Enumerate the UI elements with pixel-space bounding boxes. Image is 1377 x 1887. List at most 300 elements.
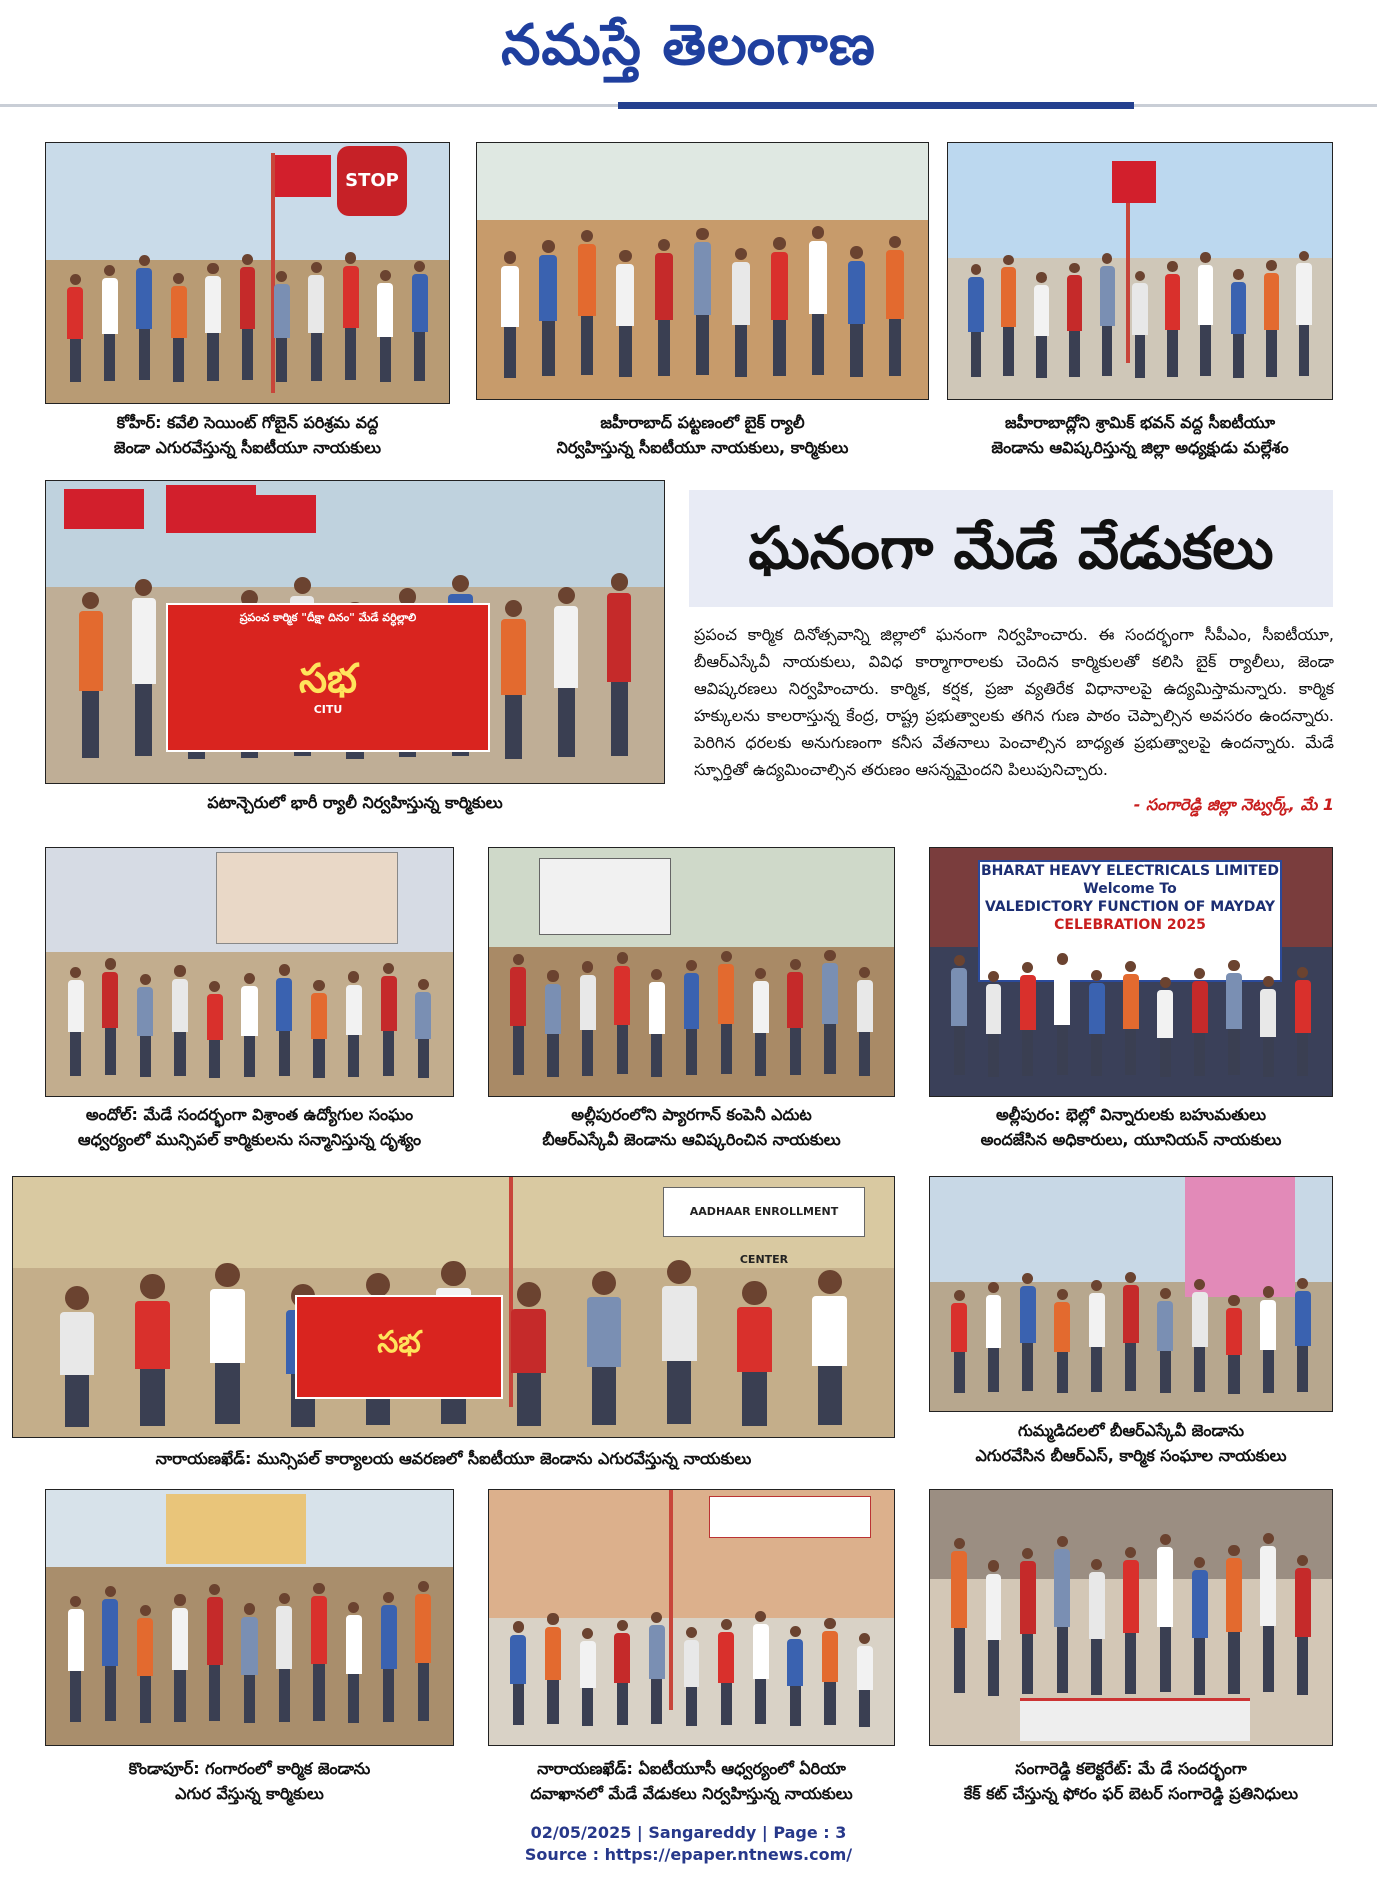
person-figure <box>1123 1272 1139 1392</box>
person-torso <box>539 255 557 321</box>
person-head <box>790 959 801 970</box>
person-torso <box>1295 980 1311 1032</box>
person-torso <box>240 267 256 329</box>
citu-banner <box>295 1295 503 1399</box>
person-legs <box>988 1640 999 1695</box>
person-head <box>1102 253 1113 264</box>
person-torso <box>241 986 257 1036</box>
person-legs <box>742 1372 766 1426</box>
person-torso <box>346 985 362 1035</box>
person-legs <box>1091 1347 1102 1392</box>
person-torso <box>1157 1547 1173 1626</box>
person-figure <box>1020 962 1036 1076</box>
caption-line: గుమ్మడిదలలో బీఆర్ఎస్కేవీ జెండాను <box>1017 1421 1245 1440</box>
banner-text: ప్రపంచ కార్మిక "దీక్షా దినం" మేడే వర్ధిల్లాలి <box>239 611 417 624</box>
caption-line: జెండాను ఆవిష్కరిస్తున్న జిల్లా అధ్యక్షుడు మల్లేశం <box>991 438 1289 457</box>
person-head <box>1057 953 1068 964</box>
person-head <box>244 1603 255 1614</box>
person-figure <box>207 1584 223 1724</box>
person-torso <box>857 980 873 1033</box>
person-figure <box>812 1270 847 1417</box>
person-head <box>1022 1548 1033 1559</box>
person-legs <box>207 333 218 381</box>
person-legs <box>651 1034 662 1077</box>
person-legs <box>971 332 982 378</box>
person-figure <box>241 1603 257 1724</box>
person-torso <box>511 1309 546 1373</box>
person-head <box>1263 976 1274 987</box>
person-torso <box>1192 1570 1208 1638</box>
caption-kohir <box>45 410 450 460</box>
person-legs <box>824 1682 835 1725</box>
cake-table <box>1020 1698 1250 1741</box>
person-figure <box>718 951 734 1076</box>
person-torso <box>718 1632 734 1683</box>
person-figure <box>274 271 290 382</box>
person-figure <box>1054 953 1070 1076</box>
person-torso <box>732 262 750 325</box>
person-head <box>513 954 524 965</box>
person-head <box>1167 261 1178 272</box>
person-figure <box>207 981 223 1076</box>
person-legs <box>513 1684 524 1725</box>
person-legs <box>1200 325 1211 376</box>
person-torso <box>274 284 290 337</box>
person-legs <box>1125 1633 1136 1694</box>
person-legs <box>279 1669 290 1722</box>
person-torso <box>1157 990 1173 1038</box>
person-legs <box>209 1665 220 1721</box>
person-head <box>818 1270 842 1294</box>
photo-paragon-company <box>488 847 895 1097</box>
board-text: CELEBRATION 2025 <box>1054 917 1206 933</box>
person-torso <box>1157 1301 1173 1351</box>
person-figure <box>79 592 103 759</box>
person-head <box>380 270 391 281</box>
person-legs <box>558 688 575 757</box>
person-torso <box>501 619 525 695</box>
person-head <box>971 264 982 275</box>
person-head <box>1036 272 1047 283</box>
person-head <box>558 587 575 604</box>
person-head <box>1069 263 1080 274</box>
caption-line: నారాయణఖేడ్: ఏఐటీయూసీ ఆధ్వర్యంలో ఏరియా <box>537 1759 846 1778</box>
person-figure <box>1123 1547 1139 1700</box>
caption-sangareddy <box>929 1756 1333 1806</box>
person-head <box>242 254 253 265</box>
person-torso <box>1264 273 1279 330</box>
person-legs <box>140 1676 151 1724</box>
person-head <box>345 252 356 263</box>
person-torso <box>210 1289 245 1363</box>
person-legs <box>1102 326 1113 376</box>
person-legs <box>244 1036 255 1077</box>
red-flag <box>166 485 256 533</box>
person-torso <box>207 1597 223 1664</box>
person-legs <box>82 691 99 758</box>
caption-line: దవాఖానలో మేడే వేడుకలు నిర్వహిస్తున్న నాయకులు <box>530 1784 853 1803</box>
photo-narayankhed-hospital <box>488 1489 895 1746</box>
person-torso <box>102 278 118 334</box>
caption-line: ఎగుర వేస్తున్న కార్మికులు <box>175 1784 324 1803</box>
temple-building <box>166 1494 306 1564</box>
person-figure <box>1089 1559 1105 1699</box>
person-head <box>1022 962 1033 973</box>
banner-title: సభ <box>298 656 358 702</box>
person-legs <box>140 1369 164 1426</box>
person-torso <box>1192 981 1208 1033</box>
person-legs <box>139 329 150 380</box>
person-legs <box>513 1026 524 1075</box>
caption-patancheru <box>45 790 665 815</box>
person-torso <box>377 283 393 337</box>
person-legs <box>1036 336 1047 379</box>
person-torso <box>771 252 789 320</box>
person-head <box>658 239 670 251</box>
people-group <box>489 947 894 1076</box>
photo-kohir-flag-hoisting <box>45 142 450 404</box>
person-legs <box>209 1040 220 1078</box>
person-head <box>140 1605 151 1616</box>
person-torso <box>67 287 83 339</box>
caption-paragon <box>488 1102 895 1152</box>
person-torso <box>951 968 967 1026</box>
person-legs <box>1022 1030 1033 1076</box>
photo-shramik-bhavan <box>947 142 1333 400</box>
person-figure <box>1192 968 1208 1076</box>
photo-patancheru-rally <box>45 480 665 784</box>
person-legs <box>818 1366 842 1425</box>
person-legs <box>1069 331 1080 377</box>
person-figure <box>886 236 904 379</box>
person-legs <box>721 1024 732 1074</box>
person-legs <box>1228 1355 1239 1394</box>
person-figure <box>684 960 700 1076</box>
person-legs <box>686 1687 697 1726</box>
person-head <box>696 228 708 240</box>
person-torso <box>1132 283 1147 335</box>
red-flag <box>1112 161 1156 203</box>
person-head <box>651 1612 662 1623</box>
person-figure <box>822 1618 838 1725</box>
caption-narayankhed-hospital <box>488 1756 895 1806</box>
person-head <box>441 1261 465 1285</box>
person-figure <box>580 1628 596 1724</box>
person-legs <box>581 316 593 376</box>
person-figure <box>1067 263 1082 379</box>
person-legs <box>619 326 631 378</box>
person-torso <box>205 276 221 333</box>
person-head <box>581 230 593 242</box>
person-legs <box>1299 325 1310 376</box>
person-figure <box>377 270 393 382</box>
person-figure <box>1157 1288 1173 1393</box>
footer-source-link[interactable]: Source : https://epaper.ntnews.com/ <box>524 1845 853 1864</box>
person-figure <box>787 1626 803 1725</box>
banner-text: CITU <box>313 703 343 716</box>
person-legs <box>279 1031 290 1076</box>
person-torso <box>737 1307 772 1372</box>
caption-line: నారాయణఖేడ్: మున్సిపల్ కార్యాలయ ఆవరణలో సీఐటీయూ జెండాను ఎగురవేస్తున్న నాయకులు <box>155 1449 752 1468</box>
person-head <box>850 246 862 258</box>
person-figure <box>655 239 673 379</box>
person-legs <box>70 1671 81 1722</box>
person-torso <box>580 975 596 1030</box>
person-torso <box>1295 1568 1311 1637</box>
person-head <box>104 265 115 276</box>
person-legs <box>824 1024 835 1075</box>
person-torso <box>381 976 397 1030</box>
person-figure <box>1231 269 1246 378</box>
person-legs <box>65 1375 89 1427</box>
person-torso <box>857 1646 873 1690</box>
person-head <box>105 1586 116 1597</box>
person-figure <box>67 274 83 382</box>
person-torso <box>276 1606 292 1669</box>
person-figure <box>951 955 967 1077</box>
person-figure <box>771 237 789 378</box>
caption-line: నిర్వహిస్తున్న సీఐటీయూ నాయకులు, కార్మికులు <box>556 438 849 457</box>
person-figure <box>968 264 983 378</box>
person-torso <box>1123 974 1139 1029</box>
person-legs <box>311 333 322 381</box>
person-legs <box>174 1670 185 1722</box>
person-torso <box>241 1617 257 1675</box>
person-head <box>617 952 628 963</box>
person-head <box>279 964 290 975</box>
caption-shramik-bhavan <box>947 410 1333 460</box>
person-figure <box>1260 1286 1276 1392</box>
person-figure <box>737 1281 772 1416</box>
person-legs <box>1160 1627 1171 1693</box>
person-head <box>418 979 429 990</box>
person-torso <box>172 1608 188 1670</box>
photo-kondapur-gangaram <box>45 1489 454 1746</box>
person-head <box>1125 1547 1136 1558</box>
person-torso <box>207 994 223 1040</box>
person-figure <box>662 1260 697 1416</box>
person-legs <box>1057 1627 1068 1692</box>
person-torso <box>968 277 983 332</box>
person-figure <box>614 1620 630 1724</box>
person-figure <box>172 1594 188 1724</box>
person-legs <box>135 684 152 756</box>
person-figure <box>1226 1545 1242 1699</box>
person-head <box>1233 269 1244 280</box>
person-figure <box>1020 1273 1036 1392</box>
person-head <box>517 1282 541 1306</box>
person-figure <box>787 959 803 1076</box>
caption-line: అల్లీపురంలోని ప్యారగాన్ కంపెనీ ఎదుట <box>571 1105 812 1124</box>
board-text: BHARAT HEAVY ELECTRICALS LIMITED <box>980 863 1280 879</box>
person-legs <box>418 1663 429 1720</box>
person-head <box>215 1263 239 1287</box>
person-torso <box>1020 975 1036 1030</box>
person-legs <box>504 327 516 378</box>
person-torso <box>79 611 103 691</box>
photo-andole-municipal <box>45 847 454 1097</box>
photo-narayankhed-municipal <box>12 1176 895 1438</box>
person-head <box>1228 960 1239 971</box>
person-legs <box>651 1679 662 1724</box>
person-figure <box>554 587 578 759</box>
person-legs <box>173 338 184 382</box>
person-head <box>542 240 554 252</box>
person-head <box>65 1286 89 1310</box>
person-figure <box>578 230 596 379</box>
person-figure <box>614 952 630 1076</box>
caption-line: జహీరాబాద్ పట్టణంలో బైక్ ర్యాలీ <box>600 413 805 432</box>
person-torso <box>1226 973 1242 1029</box>
person-figure <box>857 967 873 1077</box>
person-figure <box>1226 960 1242 1077</box>
person-legs <box>380 337 391 382</box>
person-figure <box>1198 252 1213 378</box>
person-figure <box>684 1627 700 1725</box>
person-figure <box>1089 970 1105 1077</box>
person-head <box>582 1628 593 1639</box>
office-building <box>216 852 398 944</box>
person-figure <box>580 961 596 1076</box>
person-torso <box>1089 1293 1105 1347</box>
person-figure <box>857 1633 873 1725</box>
person-figure <box>587 1271 622 1416</box>
person-legs <box>721 1683 732 1725</box>
person-legs <box>1263 1037 1274 1077</box>
person-figure <box>616 250 634 379</box>
person-head <box>1057 1289 1068 1300</box>
caption-bhel <box>929 1102 1333 1152</box>
person-torso <box>381 1605 397 1669</box>
person-legs <box>735 325 747 377</box>
person-torso <box>684 1640 700 1687</box>
person-torso <box>1089 1572 1105 1639</box>
person-figure <box>137 974 153 1076</box>
person-figure <box>1157 977 1173 1076</box>
person-torso <box>694 242 712 314</box>
person-legs <box>244 1675 255 1724</box>
person-head <box>1263 1533 1274 1544</box>
person-torso <box>986 1574 1002 1641</box>
person-figure <box>171 273 187 383</box>
board-text: VALEDICTORY FUNCTION OF MAYDAY <box>984 899 1276 915</box>
person-torso <box>1100 266 1115 326</box>
person-figure <box>68 1596 84 1725</box>
person-head <box>773 237 785 249</box>
person-legs <box>140 1036 151 1077</box>
person-head <box>1125 961 1136 972</box>
person-torso <box>1165 274 1180 330</box>
caption-line: అందోల్: మేడే సందర్భంగా విశ్రాంత ఉద్యోగుల సంఘం <box>85 1105 414 1124</box>
person-legs <box>954 1026 965 1075</box>
person-head <box>209 1584 220 1595</box>
person-torso <box>787 972 803 1028</box>
person-head <box>1299 251 1310 262</box>
person-legs <box>105 1666 116 1722</box>
person-legs <box>418 1039 429 1078</box>
person-torso <box>1260 989 1276 1037</box>
article-body: ప్రపంచ కార్మిక దినోత్సవాన్ని జిల్లాలో ఘనంగా నిర్వహించారు. ఈ సందర్భంగా సీపీఎం, సీఐటీయూ, బీఆర్ఎస్కేవీ నాయకులు, వివిధ కార్మాగారాలకు చెందిన కార్మికులతో కలిసి బైక్ ర్యాలీలు, జెండా ఆవిష్కరణలు నిర్వహించారు. కార్మిక, కర్షక, ప్రజా వ్యతిరేక విధానాలపై ఉద్యమిస్తామన్నారు. కార్మిక హక్కులను కాలరాస్తున్న కేంద్ర, రాష్ట్ర ప్రభుత్వాలకు తగిన గుణ పాఠం చెప్పాల్సిన అవసరం ఉందన్నారు. పెరిగిన ధరలకు అనుగుణంగా కనీస వేతనాలు పెంచాల్సిన బాధ్యత ప్రభుత్వాలపై ఉందన్నారు. మేడే స్ఫూర్తితో ఉద్యమించాల్సిన తరుణం ఆసన్నమైందని పిలుపునిచ్చారు. <box>694 625 1334 779</box>
person-head <box>70 1596 81 1607</box>
person-legs <box>790 1686 801 1725</box>
person-head <box>1022 1273 1033 1284</box>
person-legs <box>1167 330 1178 377</box>
people-group <box>46 247 449 382</box>
person-torso <box>616 264 634 326</box>
person-legs <box>517 1373 541 1427</box>
person-head <box>755 968 766 979</box>
person-head <box>1160 1288 1171 1299</box>
person-figure <box>102 1586 118 1725</box>
person-figure <box>510 954 526 1077</box>
person-head <box>313 1583 324 1594</box>
person-figure <box>511 1282 546 1416</box>
person-legs <box>1233 334 1244 378</box>
person-figure <box>1295 1555 1311 1699</box>
person-head <box>1228 1295 1239 1306</box>
person-figure <box>753 1611 769 1725</box>
people-group <box>930 1526 1332 1699</box>
person-figure <box>1226 1295 1242 1392</box>
person-head <box>721 951 732 962</box>
person-torso <box>137 1618 153 1675</box>
person-torso <box>1123 1285 1139 1343</box>
person-figure <box>1034 272 1049 378</box>
person-figure <box>545 1613 561 1724</box>
person-torso <box>655 253 673 320</box>
person-legs <box>1057 1352 1068 1393</box>
person-legs <box>1263 1350 1274 1392</box>
person-head <box>1125 1272 1136 1283</box>
person-head <box>135 579 152 596</box>
person-head <box>140 974 151 985</box>
person-figure <box>346 971 362 1076</box>
caption-andole <box>45 1102 454 1152</box>
person-legs <box>1091 1639 1102 1695</box>
person-legs <box>582 1688 593 1727</box>
caption-kondapur <box>45 1756 454 1806</box>
rally-banner <box>166 603 490 752</box>
person-head <box>547 970 558 981</box>
person-legs <box>1194 1638 1205 1695</box>
person-figure <box>1192 1279 1208 1392</box>
person-head <box>1091 1559 1102 1570</box>
person-head <box>173 273 184 284</box>
person-torso <box>311 1596 327 1664</box>
person-torso <box>1054 967 1070 1026</box>
person-figure <box>415 1581 431 1724</box>
person-legs <box>617 1025 628 1075</box>
person-legs <box>988 1034 999 1076</box>
person-figure <box>951 1538 967 1699</box>
person-torso <box>1260 1546 1276 1626</box>
person-torso <box>346 1615 362 1674</box>
person-legs <box>790 1028 801 1075</box>
person-figure <box>68 967 84 1077</box>
person-legs <box>1135 335 1146 378</box>
header-accent-bar <box>618 102 1134 109</box>
person-figure <box>1123 961 1139 1076</box>
person-head <box>988 1560 999 1571</box>
person-torso <box>554 606 578 689</box>
person-figure <box>986 1282 1002 1393</box>
person-head <box>742 1281 766 1305</box>
person-head <box>582 961 593 972</box>
person-figure <box>1296 251 1311 379</box>
person-head <box>1194 1557 1205 1568</box>
person-head <box>276 271 287 282</box>
person-head <box>1297 967 1308 978</box>
